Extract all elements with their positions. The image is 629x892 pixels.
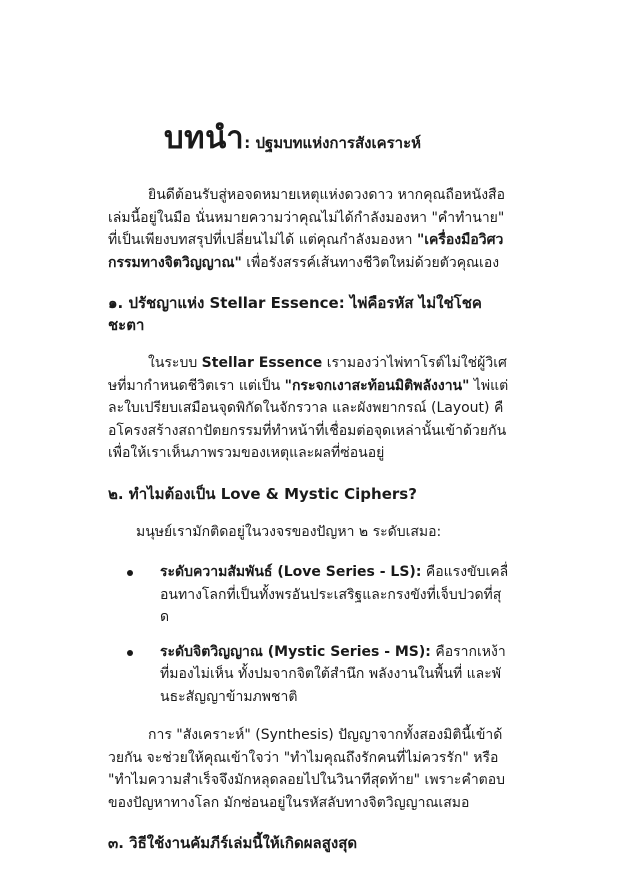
section-1-bold-1: Stellar Essence (201, 355, 323, 371)
section-1-text-3: ไพ่แต่ละใบเปรียบเสมือนจุดพิกัดในจักรวาล และผังพยากรณ์ (Layout) คือโครงสร้างสถาปัตยกรรมที่ทำหน้าที่เชื่อมต่อจุดเหล่านั้นเข้าด้วยกัน เพื่อให้เราเห็นภาพรวมของเหตุและผลที่ซ่อนอยู่ (108, 377, 509, 461)
section-1-paragraph (108, 352, 509, 465)
section-2-bullet-list (108, 561, 509, 708)
bullet-love-series-text: คือแรงขับเคลื่อนทางโลกที่เป็นทั้งพรอันประเสริฐและกรงขังที่เจ็บปวดที่สุด (160, 564, 509, 625)
section-1-text-1: ในระบบ (148, 355, 202, 371)
bullet-love-series-bold: ระดับความสัมพันธ์ (Love Series - LS): (160, 564, 422, 580)
section-2-lead: มนุษย์เรามักติดอยู่ในวงจรของปัญหา ๒ ระดับเสมอ: (136, 523, 442, 540)
bullet-mystic-series-bold: ระดับจิตวิญญาณ (Mystic Series - MS): (160, 643, 431, 660)
chapter-title-sub: : ปฐมบทแห่งการสังเคราะห์ (244, 134, 422, 152)
section-2-closing: การ "สังเคราะห์" (Synthesis) ปัญญาจากทั้งสองมิตินี้เข้าด้วยกัน จะช่วยให้คุณเข้าใจว่า "ทำไมคุณถึงรักคนที่ไม่ควรรัก" หรือ "ทำไมความสำเร็จจึงมักหลุดลอยไปในวินาทีสุดท้าย" เพราะคำตอบของปัญหาทางโลก มักซ่อนอยู่ในรหัสลับทางจิตวิญญาณเสมอ (108, 727, 506, 811)
chapter-title-main: บทนำ (164, 120, 245, 156)
chapter-title (164, 112, 509, 162)
bullet-mystic-series (160, 641, 509, 709)
intro-bold-1: "เครื่องมือวิศวกรรมทางจิตวิญญาณ" (108, 232, 504, 271)
section-1-heading: ๑. ปรัชญาแห่ง Stellar Essence: ไพ่คือรหัส ไม่ใช่โชคชะตา (108, 294, 482, 334)
section-1-text-2: เรามองว่าไพ่ทาโรต์ไม่ใช่ผู้วิเศษที่มากำหนดชีวิตเรา แต่เป็น (108, 355, 507, 394)
intro-text-1: ยินดีต้อนรับสู่หอจดหมายเหตุแห่งดวงดาว หากคุณถือหนังสือเล่มนี้อยู่ในมือ นั่นหมายความว่าคุณไม่ได้กำลังมองหา "คำทำนาย" ที่เป็นเพียงบทสรุปที่เปลี่ยนไม่ได้ แต่คุณกำลังมองหา (108, 187, 505, 248)
intro-text-2: เพื่อรังสรรค์เส้นทางชีวิตใหม่ด้วยตัวคุณเอง (241, 254, 500, 271)
intro-paragraph (108, 184, 509, 274)
bullet-love-series (160, 561, 509, 629)
section-1-bold-2: "กระจกเงาสะท้อนมิติพลังงาน" (284, 377, 470, 394)
section-2-heading: ๒. ทำไมต้องเป็น Love & Mystic Ciphers? (108, 484, 417, 503)
bullet-mystic-series-text: คือรากเหง้าที่มองไม่เห็น ทั้งปมจากจิตใต้สำนึก พลังงานในพื้นที่ และพันธะสัญญาข้ามภพชาติ (160, 643, 506, 705)
section-3-heading: ๓. วิธีใช้งานคัมภีร์เล่มนี้ให้เกิดผลสูงสุด (108, 834, 358, 852)
